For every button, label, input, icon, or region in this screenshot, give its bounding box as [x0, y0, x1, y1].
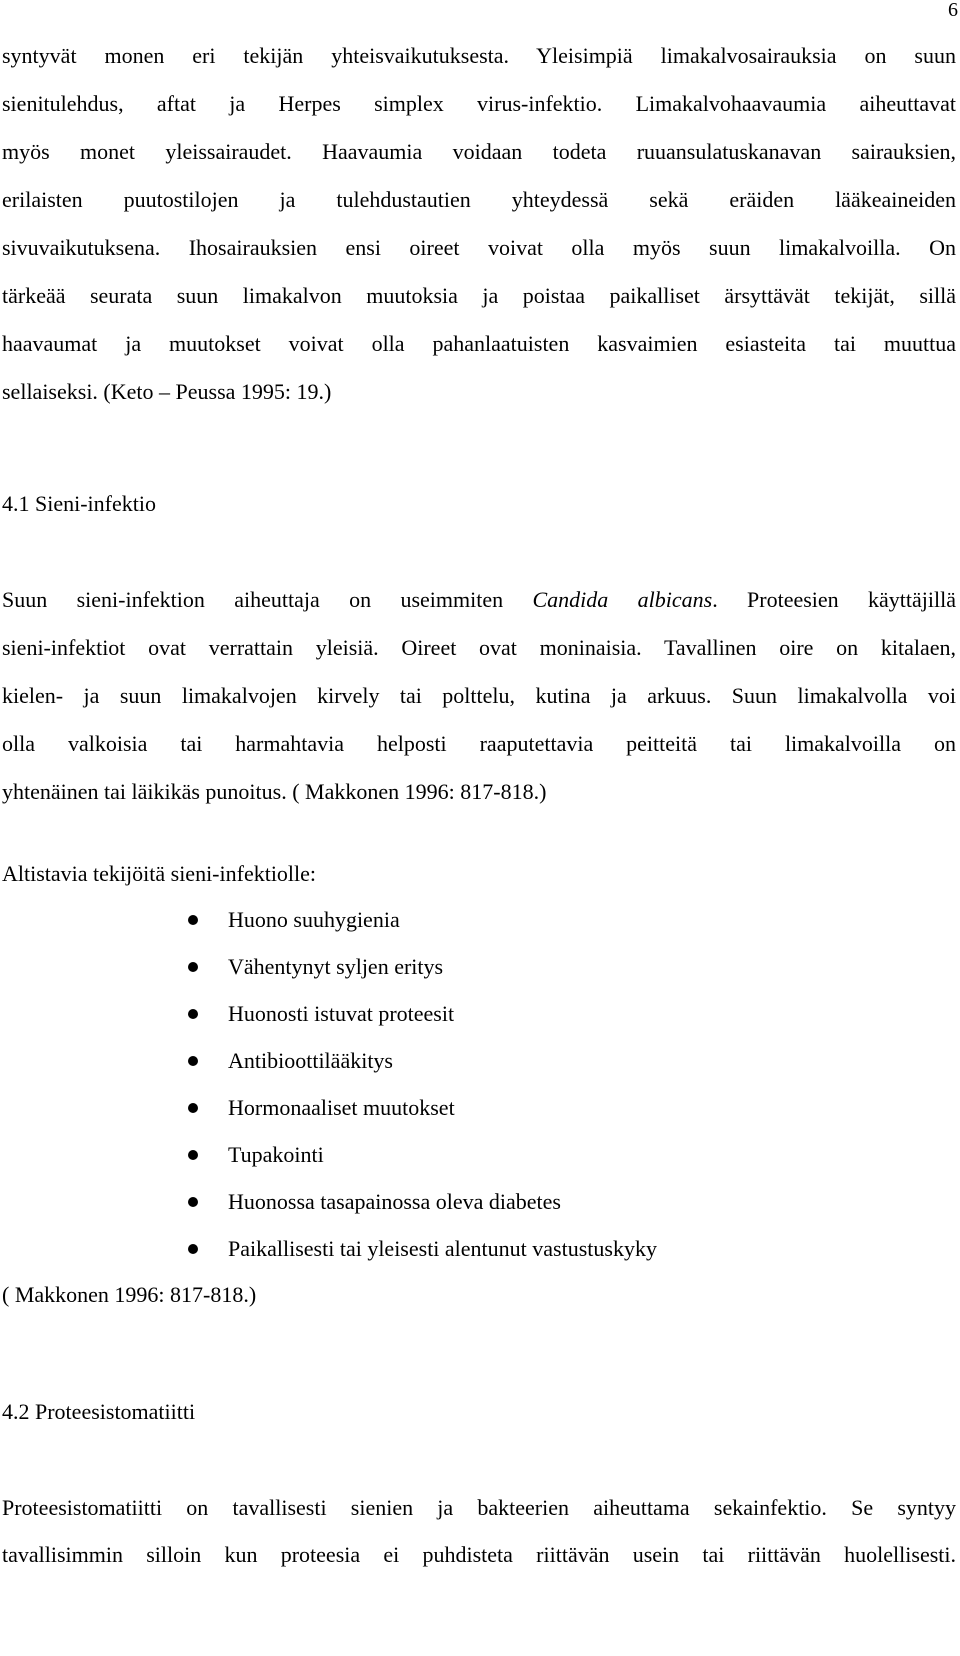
paragraph-line: [2, 586, 956, 614]
paragraph-line: Proteesistomatiitti on tavallisesti sienien ja bakteerien aiheuttama sekainfektio. Se syntyy: [2, 1495, 956, 1520]
list-item-text: Huono suuhygienia: [228, 907, 400, 932]
species-name: Candida albicans: [532, 587, 713, 612]
paragraph-line: tavallisimmin silloin kun proteesia ei puhdisteta riittävän usein tai riittävän huolellisesti.: [2, 1542, 956, 1567]
paragraph-line: sienitulehdus, aftat ja Herpes simplex virus-infektio. Limakalvohaavaumia aiheuttavat: [2, 91, 956, 116]
paragraph-line: yhtenäinen tai läikikäs punoitus. ( Makkonen 1996: 817-818.): [2, 779, 547, 804]
bullet-icon: [188, 915, 198, 925]
bullet-icon: [188, 1150, 198, 1160]
list-item-text: Tupakointi: [228, 1142, 324, 1167]
bullet-icon: [188, 1056, 198, 1066]
citation: ( Makkonen 1996: 817-818.): [2, 1282, 257, 1307]
paragraph-line: tärkeää seurata suun limakalvon muutoksia ja poistaa paikalliset ärsyttävät tekijät, sillä: [2, 283, 956, 308]
list-item-text: Paikallisesti tai yleisesti alentunut vastustuskyky: [228, 1236, 657, 1261]
list-item-text: Huonossa tasapainossa oleva diabetes: [228, 1189, 561, 1214]
paragraph-line: myös monet yleissairaudet. Haavaumia voidaan todeta ruuansulatuskanavan sairauksien,: [2, 139, 956, 164]
section-heading-4-2: 4.2 Proteesistomatiitti: [2, 1399, 196, 1424]
section-heading-4-1: 4.1 Sieni-infektio: [2, 491, 156, 516]
paragraph-line: syntyvät monen eri tekijän yhteisvaikutuksesta. Yleisimpiä limakalvosairauksia on suun: [2, 43, 956, 68]
list-intro: Altistavia tekijöitä sieni-infektiolle:: [2, 861, 317, 886]
paragraph-line: erilaisten puutostilojen ja tulehdustautien yhteydessä sekä eräiden lääkeaineiden: [2, 187, 956, 212]
paragraph-line: olla valkoisia tai harmahtavia helposti raaputettavia peitteitä tai limakalvoilla on: [2, 731, 956, 756]
bullet-icon: [188, 1103, 198, 1113]
bullet-icon: [188, 1197, 198, 1207]
list-item-text: Antibioottilääkitys: [228, 1048, 393, 1073]
bullet-icon: [188, 1009, 198, 1019]
paragraph-line: kielen- ja suun limakalvojen kirvely tai polttelu, kutina ja arkuus. Suun limakalvolla voi: [2, 683, 956, 708]
list-item-text: Hormonaaliset muutokset: [228, 1095, 455, 1120]
list-item-text: Huonosti istuvat proteesit: [228, 1001, 455, 1026]
paragraph-text: Suun sieni-infektion aiheuttaja on useimmiten: [2, 587, 533, 612]
paragraph-line: sieni-infektiot ovat verrattain yleisiä. Oireet ovat moninaisia. Tavallinen oire on kitalaen,: [2, 635, 956, 660]
bullet-icon: [188, 962, 198, 972]
paragraph-line: sellaiseksi. (Keto – Peussa 1995: 19.): [2, 379, 332, 404]
paragraph-text: . Proteesien käyttäjillä: [712, 587, 957, 612]
bullet-icon: [188, 1244, 198, 1254]
list-item-text: Vähentynyt syljen eritys: [228, 954, 444, 979]
paragraph-line: haavaumat ja muutokset voivat olla pahanlaatuisten kasvaimien esiasteita tai muuttua: [2, 331, 956, 356]
paragraph-line: sivuvaikutuksena. Ihosairauksien ensi oireet voivat olla myös suun limakalvoilla. On: [2, 235, 956, 260]
page-number: 6: [948, 0, 958, 21]
